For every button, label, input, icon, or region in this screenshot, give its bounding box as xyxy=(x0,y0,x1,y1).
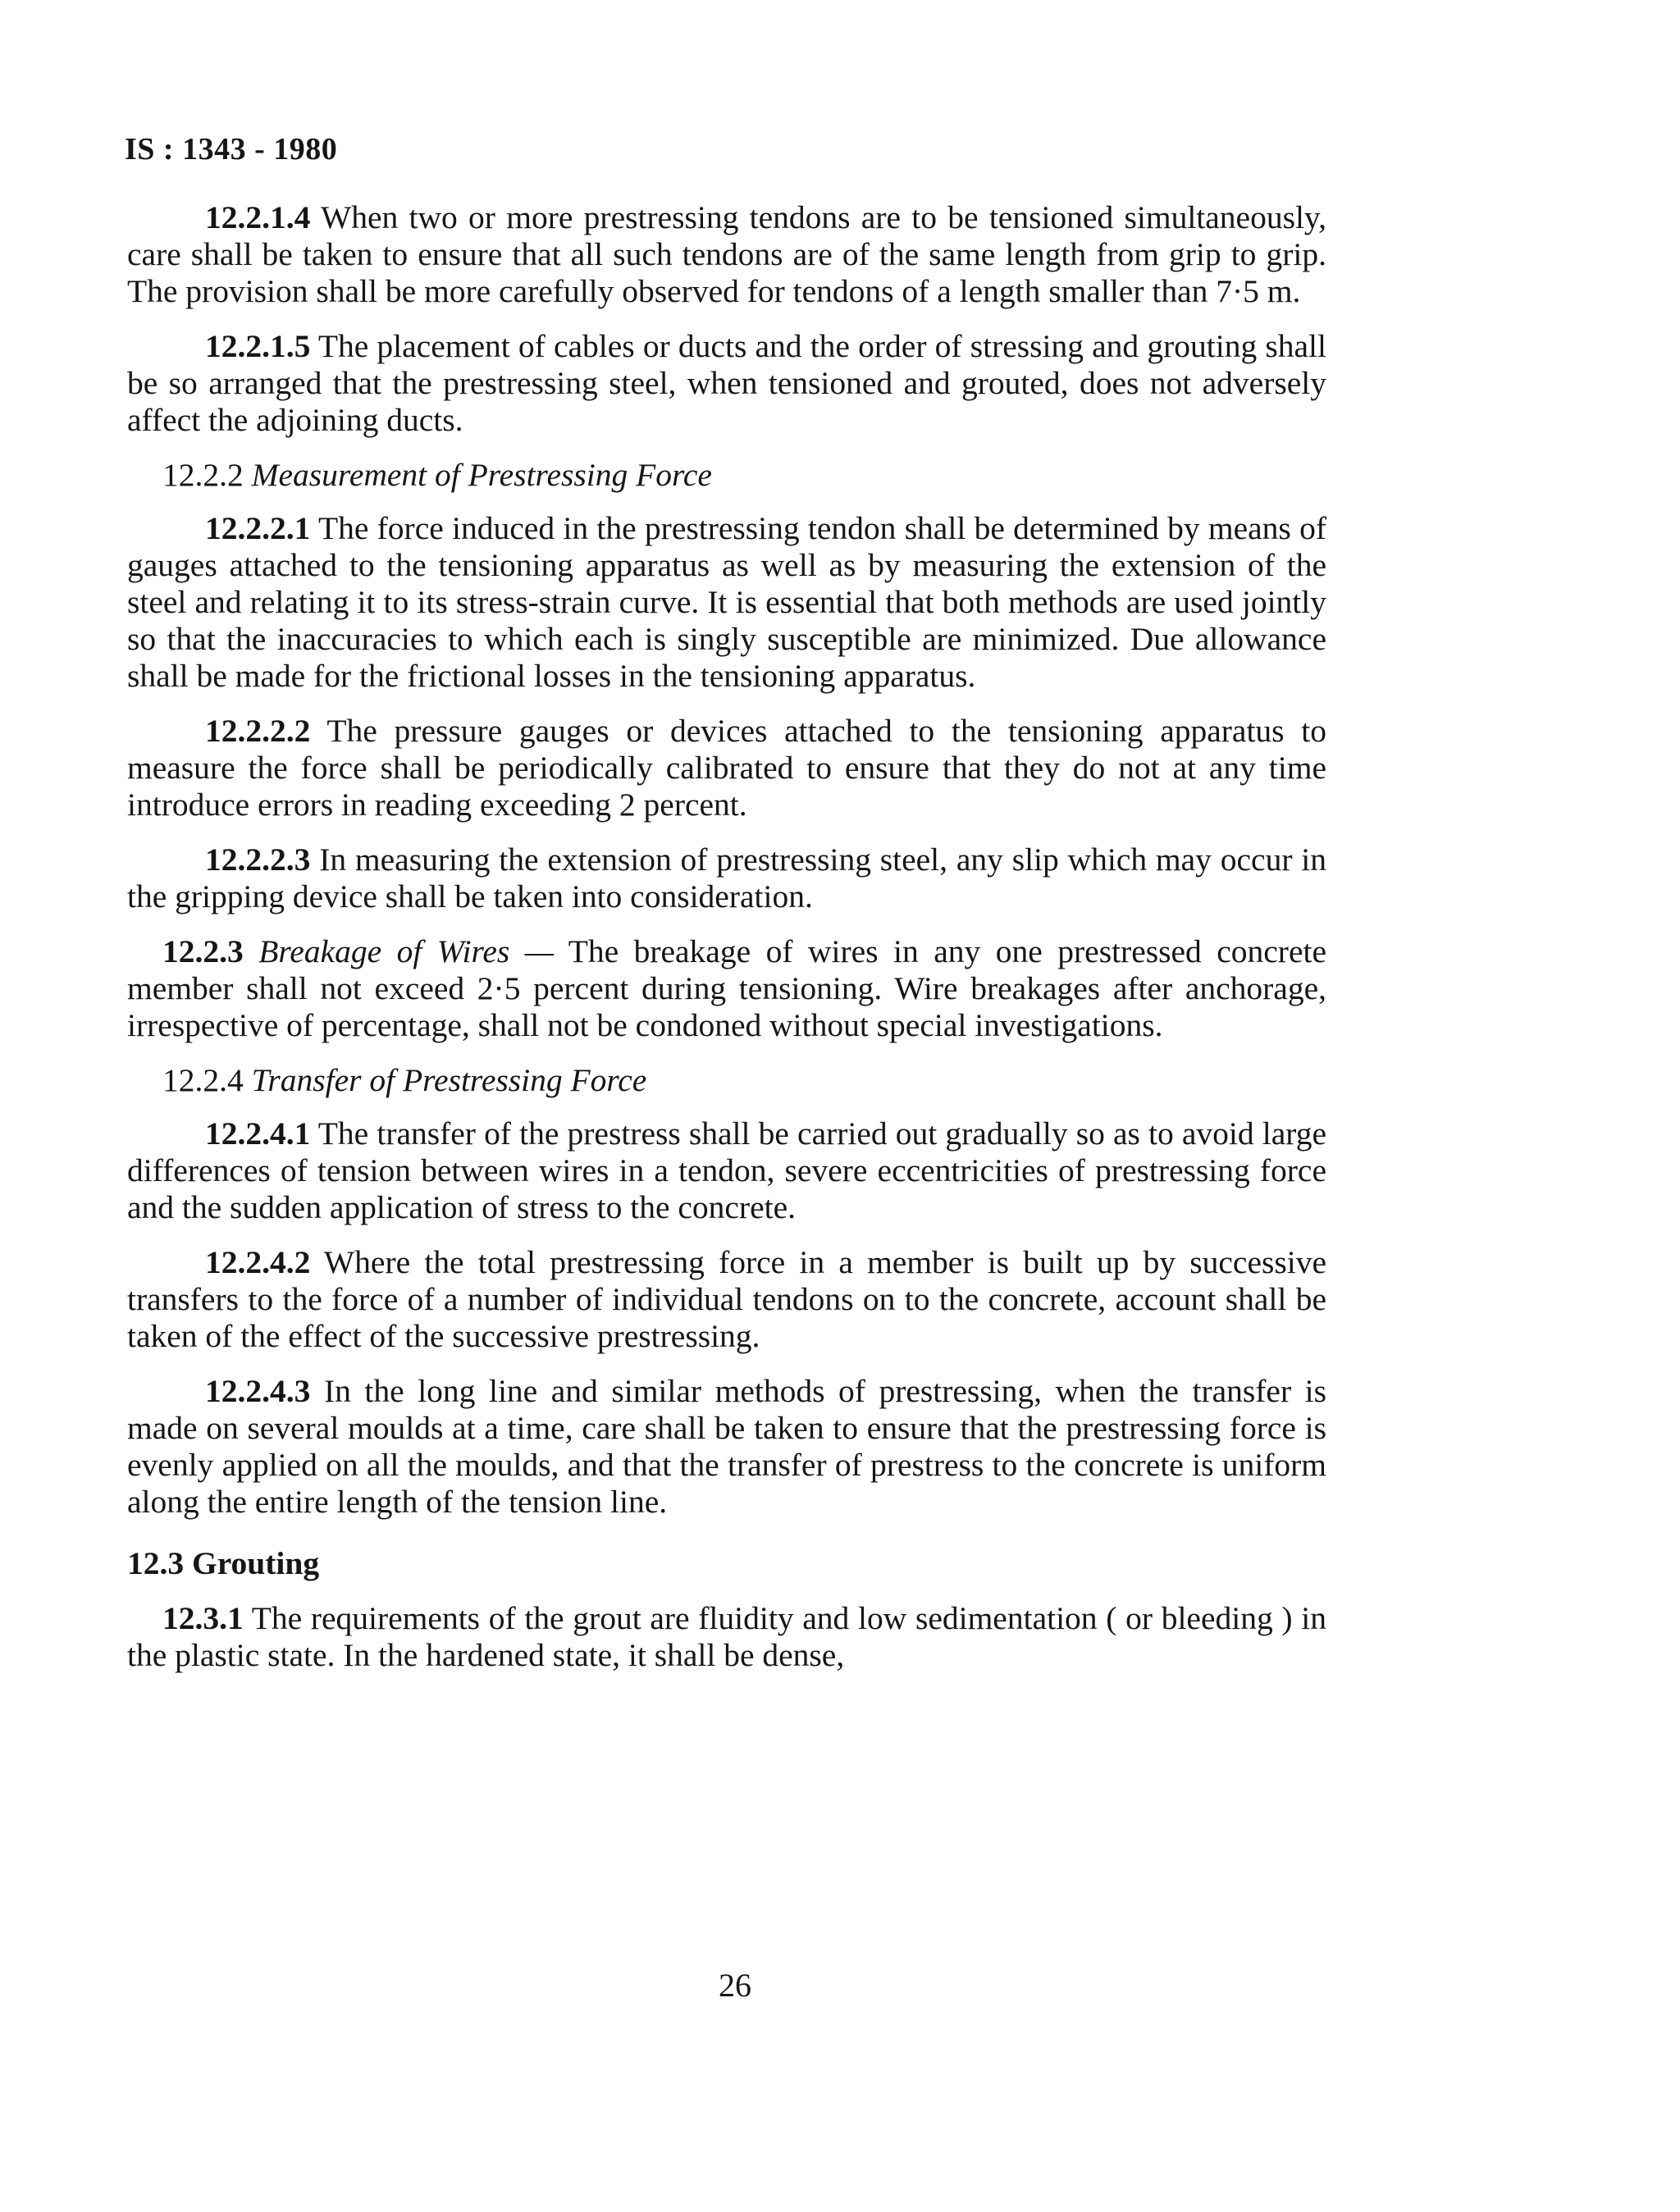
clause-12-2-3 xyxy=(127,933,1326,1044)
clause-12-2-2-3 xyxy=(127,841,1326,915)
clause-12-2-4-2 xyxy=(127,1244,1326,1355)
clause-number: 12.2.2.3 xyxy=(205,841,311,878)
subsection-title: Transfer of Prestressing Force xyxy=(251,1062,647,1098)
clause-number: 12.3.1 xyxy=(162,1600,244,1636)
clause-number: 12.2.1.5 xyxy=(205,328,311,364)
clause-text: The placement of cables or ducts and the order of stressing and grouting shall be so arranged that the prestressing steel, when tensioned and grouted, does not adversely affect the adjoining ducts. xyxy=(127,328,1326,438)
clause-number: 12.2.4.2 xyxy=(205,1244,311,1280)
clause-text: When two or more prestressing tendons are to be tensioned simultaneously, care shall be taken to ensure that all such tendons are of the same length from grip to grip. The provision shall be more carefully observed for tendons of a length smaller than 7·5 m. xyxy=(127,199,1326,309)
clause-text: The breakage of wires in any one prestressed concrete member shall not exceed 2·5 percent during tensioning. Wire breakages after anchorage, irrespective of percentage, shall not be condoned without special investigations. xyxy=(127,933,1326,1043)
clause-12-2-2-1 xyxy=(127,510,1326,695)
subsection-number: 12.2.2 xyxy=(162,457,244,493)
page-number: 26 xyxy=(719,1967,751,2004)
clause-title: Breakage of Wires — xyxy=(258,933,554,969)
clause-text: The force induced in the prestressing tendon shall be determined by means of gauges attached to the tensioning apparatus as well as by measuring the extension of the steel and relating it to its stress-strain curve. It is essential that both methods are used jointly so that the inaccuracies to which each is singly susceptible are minimized. Due allowance shall be made for the frictional losses in the tensioning apparatus. xyxy=(127,510,1326,694)
clause-12-2-4-1 xyxy=(127,1115,1326,1226)
clause-number: 12.2.1.4 xyxy=(205,199,311,235)
clause-text: The pressure gauges or devices attached to the tensioning apparatus to measure the force shall be periodically calibrated to ensure that they do not at any time introduce errors in reading exceeding 2 percent. xyxy=(127,713,1326,823)
clause-12-2-4-3 xyxy=(127,1373,1326,1521)
clause-number: 12.2.3 xyxy=(162,933,244,969)
clause-12-2-1-5 xyxy=(127,328,1326,439)
page-body xyxy=(127,199,1326,1692)
clause-text: Where the total prestressing force in a member is built up by successive transfers to the force of a number of individual tendons on to the concrete, account shall be taken of the effect of the successive prestressing. xyxy=(127,1244,1326,1354)
section-title: Grouting xyxy=(192,1545,320,1581)
subsection-number: 12.2.4 xyxy=(162,1062,244,1098)
section-number: 12.3 xyxy=(127,1545,185,1581)
clause-number: 12.2.4.1 xyxy=(205,1115,311,1152)
clause-number: 12.2.2.2 xyxy=(205,713,311,749)
clause-text: The transfer of the prestress shall be carried out gradually so as to avoid large differences of tension between wires in a tendon, severe eccentricities of prestressing force and the sudden application of stress to the concrete. xyxy=(127,1115,1326,1225)
standard-code-header: IS : 1343 - 1980 xyxy=(125,132,338,166)
clause-text: In measuring the extension of prestressing steel, any slip which may occur in the gripping device shall be taken into consideration. xyxy=(127,841,1327,914)
clause-12-3-1 xyxy=(127,1600,1326,1674)
clause-12-2-1-4 xyxy=(127,199,1326,310)
section-12-3 xyxy=(127,1545,1326,1582)
subsection-title: Measurement of Prestressing Force xyxy=(251,457,712,493)
subsection-12-2-2 xyxy=(127,457,1326,494)
clause-text: The requirements of the grout are fluidity and low sedimentation ( or bleeding ) in the plastic state. In the hardened state, it shall be dense, xyxy=(127,1600,1326,1673)
clause-text: In the long line and similar methods of prestressing, when the transfer is made on several moulds at a time, care shall be taken to ensure that the prestressing force is evenly applied on all the moulds, and that the transfer of prestress to the concrete is uniform along the entire length of the tension line. xyxy=(127,1373,1327,1520)
clause-number: 12.2.2.1 xyxy=(205,510,311,546)
subsection-12-2-4 xyxy=(127,1062,1326,1099)
clause-12-2-2-2 xyxy=(127,713,1326,823)
clause-number: 12.2.4.3 xyxy=(205,1373,311,1409)
